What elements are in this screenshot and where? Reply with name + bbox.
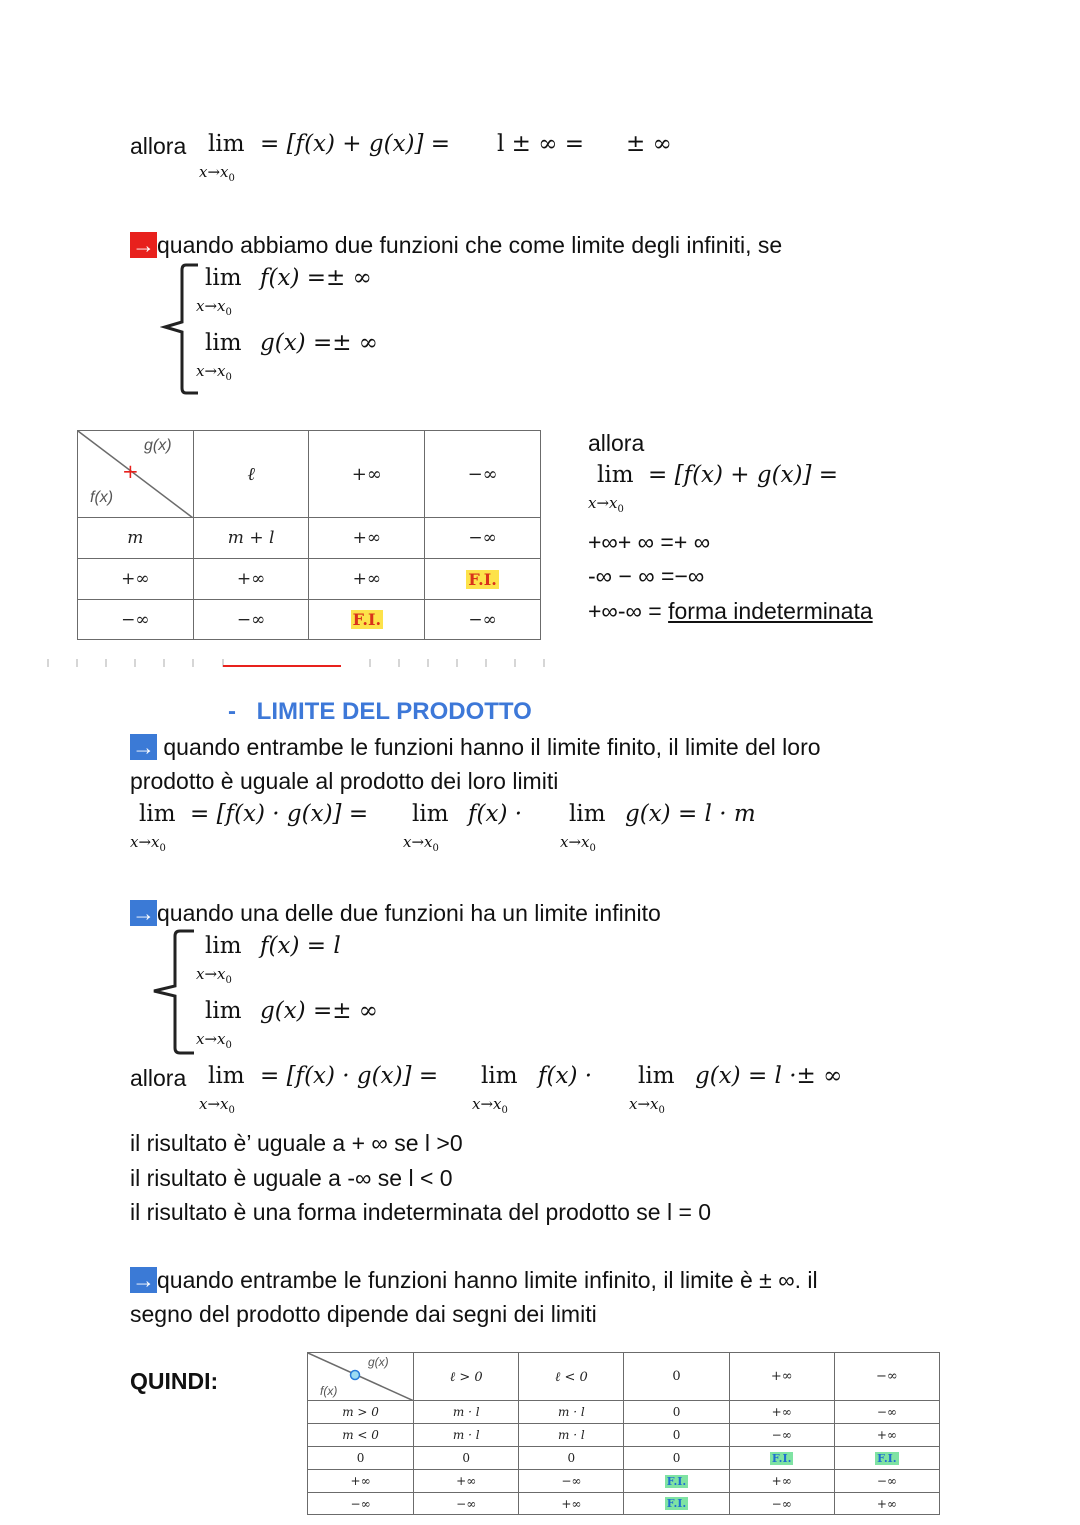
table-cell: m > 0 [308, 1401, 414, 1424]
table-cell: −∞ [729, 1493, 834, 1515]
table-cell [624, 1493, 729, 1515]
system-eq-f: f(x) =± ∞ [260, 265, 372, 291]
lim-operator: lim [205, 998, 242, 1024]
indeterminate-badge: F.I. [666, 1497, 687, 1510]
table-cell [309, 600, 425, 640]
table-cell: 0 [414, 1447, 519, 1470]
result-positive: il risultato è’ uguale a + ∞ se l >0 [130, 1130, 463, 1156]
table-cell: −∞ [425, 600, 541, 640]
table-cell: −∞ [519, 1470, 624, 1493]
table-cell: −∞ [425, 518, 541, 559]
lim-operator: lim [412, 801, 449, 827]
product-infinite-case: →quando una delle due funzioni ha un limite infinito [132, 900, 661, 926]
table-corner: g(x) f(x) [308, 1353, 414, 1401]
lim-subscript: $x\to x_0$ [130, 833, 166, 854]
table-header: ℓ < 0 [519, 1353, 624, 1401]
table-cell: +∞ [308, 1470, 414, 1493]
system-eq-f: f(x) = l [260, 933, 341, 959]
lim-operator: lim [208, 131, 245, 157]
table-cell: m [78, 518, 194, 559]
table-cell: +∞ [834, 1493, 939, 1515]
table-cell: −∞ [78, 600, 194, 640]
lim-operator: lim [597, 462, 634, 488]
table-cell: m · l [519, 1401, 624, 1424]
table-cell: 0 [519, 1447, 624, 1470]
product-g: g(x) = l ·± ∞ [695, 1063, 843, 1089]
table-header: −∞ [425, 431, 541, 518]
product-both-infinite: →quando entrambe le funzioni hanno limite infinito, il limite è ± ∞. il [132, 1267, 818, 1293]
table-cell: 0 [308, 1447, 414, 1470]
lim-subscript: $x\to x_0$ [196, 362, 232, 383]
table-corner: g(x) + f(x) [78, 431, 194, 518]
lim-operator: lim [205, 265, 242, 291]
table-cell: 0 [624, 1424, 729, 1447]
table-cell: −∞ [834, 1470, 939, 1493]
product-expression: = [f(x) · g(x)] = [190, 801, 369, 827]
table-cell: m · l [414, 1424, 519, 1447]
table-header: 0 [624, 1353, 729, 1401]
lim-operator: lim [481, 1063, 518, 1089]
table-cell [834, 1447, 939, 1470]
sum-table [77, 430, 541, 640]
table-cell [624, 1470, 729, 1493]
table-cell: −∞ [414, 1493, 519, 1515]
lim-subscript: $x\to x_0$ [199, 163, 235, 184]
table-header: +∞ [729, 1353, 834, 1401]
scanned-ruler-marks [45, 657, 550, 669]
table-header: −∞ [834, 1353, 939, 1401]
table-cell: m · l [519, 1424, 624, 1447]
circle-icon [349, 1369, 361, 1381]
lim-subscript: $x\to x_0$ [199, 1095, 235, 1116]
lim-subscript: $x\to x_0$ [629, 1095, 665, 1116]
lim-operator: lim [208, 1063, 245, 1089]
lim-subscript: $x\to x_0$ [196, 965, 232, 986]
plus-icon: + [122, 459, 139, 483]
table-cell: +∞ [309, 559, 425, 600]
lim-operator: lim [205, 330, 242, 356]
product-f: f(x) · [538, 1063, 593, 1089]
result-negative: il risultato è uguale a -∞ se l < 0 [130, 1165, 453, 1191]
table-cell: +∞ [519, 1493, 624, 1515]
lim-operator: lim [139, 801, 176, 827]
section-heading: - LIMITE DEL PRODOTTO [228, 698, 532, 725]
product-f: f(x) · [468, 801, 523, 827]
sum-partial: l ± ∞ = [497, 131, 584, 157]
lim-operator: lim [205, 933, 242, 959]
table-cell: +∞ [729, 1470, 834, 1493]
indeterminate-badge: F.I. [666, 1474, 687, 1488]
arrow-icon: → [132, 900, 155, 926]
indeterminate-badge: F.I. [771, 1451, 792, 1465]
indeterminate-badge: F.I. [468, 569, 497, 589]
system-brace [150, 928, 196, 1056]
table-cell [729, 1447, 834, 1470]
table-header: ℓ > 0 [414, 1353, 519, 1401]
table-cell: 0 [624, 1401, 729, 1424]
table-cell: +∞ [729, 1401, 834, 1424]
side-expression: = [f(x) + g(x)] = [648, 462, 839, 488]
arrow-icon: → [132, 232, 155, 258]
lim-operator: lim [569, 801, 606, 827]
lim-operator: lim [638, 1063, 675, 1089]
table-cell: m < 0 [308, 1424, 414, 1447]
lim-subscript: $x\to x_0$ [403, 833, 439, 854]
system-eq-g: g(x) =± ∞ [260, 998, 378, 1024]
lim-subscript: $x\to x_0$ [560, 833, 596, 854]
arrow-icon: → [132, 1267, 155, 1293]
table-cell: +∞ [414, 1470, 519, 1493]
sum-infinite-case: →quando abbiamo due funzioni che come limite degli infiniti, se [132, 232, 783, 258]
lim-subscript: $x\to x_0$ [196, 297, 232, 318]
table-cell: −∞ [729, 1424, 834, 1447]
table-cell: +∞ [309, 518, 425, 559]
table-cell [425, 559, 541, 600]
product-g: g(x) = l · m [625, 801, 756, 827]
side-line-1: +∞+ ∞ =+ ∞ [588, 529, 711, 555]
product-expression: = [f(x) · g(x)] = [260, 1063, 439, 1089]
side-line-3: +∞-∞ = forma indeterminata [588, 598, 873, 624]
table-cell: +∞ [193, 559, 309, 600]
table-cell: −∞ [308, 1493, 414, 1515]
lim-subscript: $x\to x_0$ [196, 1030, 232, 1051]
table-cell: 0 [624, 1447, 729, 1470]
sum-result-line: allora [130, 133, 187, 159]
system-brace [160, 262, 200, 396]
table-header: +∞ [309, 431, 425, 518]
indeterminate-badge: F.I. [352, 610, 382, 629]
table-cell: +∞ [78, 559, 194, 600]
quindi-label: QUINDI: [130, 1368, 219, 1394]
indeterminate-badge: F.I. [877, 1451, 897, 1465]
lim-subscript: $x\to x_0$ [472, 1095, 508, 1116]
result-indeterminate: il risultato è una forma indeterminata del prodotto se l = 0 [130, 1199, 712, 1225]
table-cell: +∞ [834, 1424, 939, 1447]
system-eq-g: g(x) =± ∞ [260, 330, 378, 356]
side-line-2: -∞ − ∞ =−∞ [588, 563, 705, 589]
sum-result: ± ∞ [626, 131, 672, 157]
table-header: ℓ [193, 431, 309, 518]
arrow-icon: → [132, 734, 155, 760]
table-cell: −∞ [834, 1401, 939, 1424]
product-finite-case: → quando entrambe le funzioni hanno il limite finito, il limite del loro [132, 734, 821, 760]
product-finite-case-2: prodotto è uguale al prodotto dei loro limiti [130, 768, 559, 794]
product-both-infinite-2: segno del prodotto dipende dai segni dei limiti [130, 1301, 597, 1327]
lim-subscript: $x\to x_0$ [588, 494, 624, 515]
product-table [307, 1352, 940, 1515]
sum-expression: = [f(x) + g(x)] = [260, 131, 451, 157]
table-cell: m + l [193, 518, 309, 559]
table-cell: m · l [414, 1401, 519, 1424]
side-allora: allora [588, 430, 645, 456]
table-cell: −∞ [193, 600, 309, 640]
product-eq2-prefix: allora [130, 1065, 187, 1091]
